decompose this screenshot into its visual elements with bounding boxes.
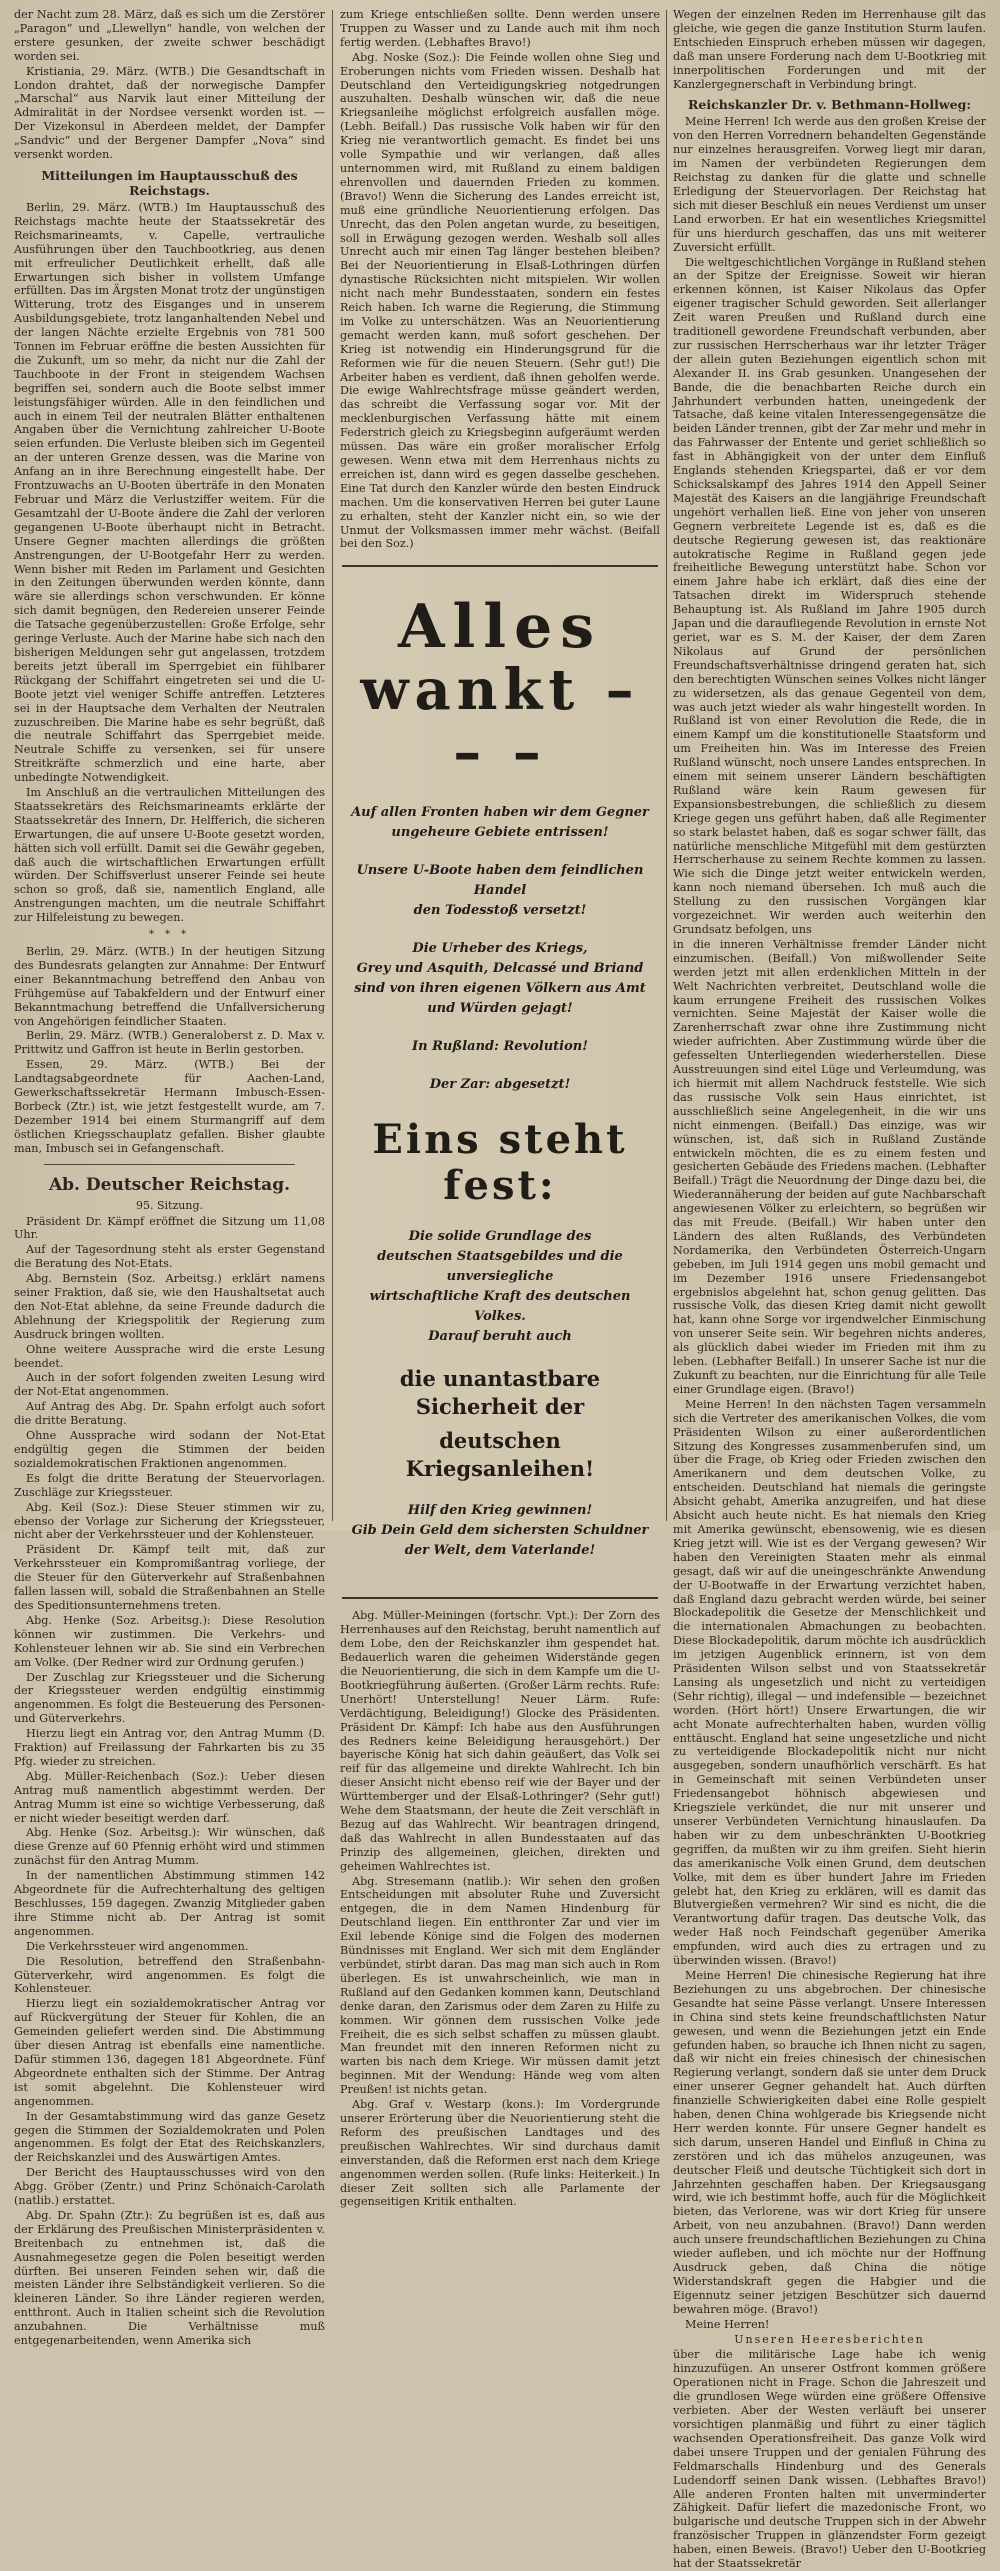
ad-text-block — [348, 1075, 652, 1095]
war-bond-advertisement — [342, 565, 658, 1599]
ad-line: Der Zar: abgesetzt! — [429, 1077, 571, 1093]
paragraph: Der Bericht des Hauptausschusses wird von den Abgg. Gröber (Zentr.) und Prinz Schönaich-Carolath (natlib.) erstattet. — [14, 2166, 325, 2208]
ad-line: Darauf beruht auch — [428, 1329, 572, 1345]
ad-text-block — [348, 1365, 652, 1483]
paragraph: Meine Herren! Ich werde aus den großen Kreise der von den Herren Vorrednern behandelten Gegenstände nur einzelnes herausgreifen. Vorweg liegt mir daran, im Namen der verbündeten Regierungen dem Reichstag zu danken für die glatte und schnelle Erledigung der Steuervorlagen. Der Reichstag hat sich mit dieser Beschluß ein neues Verdienst um unser Land erworben. Er hat ein wesentliches Kriegsmittel für uns hierdurch geschaffen, das uns mit weiterer Zuversicht erfüllt. — [673, 115, 986, 254]
paragraph: Auf der Tagesordnung steht als erster Gegenstand die Beratung des Not-Etats. — [14, 1243, 325, 1271]
ad-slogan: die unantastbare Sicherheit der — [399, 1366, 601, 1420]
ad-line: den Todesstoß versetzt! — [413, 903, 587, 919]
column-right — [673, 8, 986, 2571]
paragraph: Der Zuschlag zur Kriegssteuer und die Sicherung der Kriegssteuer werden endgültig einstimmig angenommen. Es folgt die Besteuerung des Personen- und Güterverkehrs. — [14, 1670, 325, 1726]
paragraph: Abg. Graf v. Westarp (kons.): Im Vordergrunde unserer Erörterung über die Neuorientierung steht die Reform des preußischen Landtages und des preußischen Wahlrechtes. Wir sind durchaus damit einverstanden, daß die Reformen erst nach dem Kriege angenommen werden sollen. (Rufe links: Heiterkeit.) In dieser Zeit sollten sich alle Parlamente der gegenseitigen Kritik enthalten. — [340, 2098, 660, 2209]
paragraph: In der Gesamtabstimmung wird das ganze Gesetz gegen die Stimmen der Sozialdemokraten und Polen angenommen. Es folgt der Etat des Reichskanzlers, der Reichskanzlei und des Auswärtigen Amtes. — [14, 2109, 325, 2165]
ad-text-block — [348, 1227, 652, 1347]
paragraph: der Nacht zum 28. März, daß es sich um die Zerstörer „Paragon“ und „Llewellyn“ handle, von welchen der erstere gesunken, der zweite schwer beschädigt worden sei. — [14, 8, 325, 63]
paragraph: in die inneren Verhältnisse fremder Länder nicht einzumischen. (Beifall.) Von mißwollender Seite werden jetzt mit allen erdenklichen Mitteln in der Welt Nachrichten verbreitet, Deutschland wolle die kaum errungene Freiheit des russischen Volkes vernichten. Seine Majestät der Kaiser wolle die Zarenherrschaft zwar ohne ihre Zustimmung nicht wieder aufrichten. Aber Zustimmung würde über die gefesselten Unterliegenden wiederherstellen. Diese Ausstreuungen sind eitel Lüge und Verleumdung, was ich hiermit mit allem Nachdruck feststelle. Wie sich das russische Volk sein Haus einrichtet, ist ausschließlich seine Angelegenheit, in die wir uns nicht einmengen. (Beifall.) Das einzige, was wir wünschen, ist, daß sich in Rußland Zustände entwickeln möchten, die es zu einem festen und gesicherten Gebäude des Friedens machen. (Lebhafter Beifall.) Trägt die Neuordnung der Dinge dazu bei, die Wiederannäherung der beiden auf gute Nachbarschaft angewiesenen Völker zu erleichtern, so begrüßen wir das mit Freude. (Beifall.) Wir haben unter den Ländern des alten Rußlands, des Verbündeten Nordamerika, den Verbündeten Österreich-Ungarn gebeben, im Juli 1914 gegen uns mobil gemacht und im Dezember 1916 unsere Friedensangebot ergebnislos abgelehnt hat, schon genug gelitten. Das russische Volk, das diesen Krieg damit nicht gewollt hat, kann ohne Sorge vor irgendwelcher Einmischung von unserer Seite sein. Wir begehren nichts anderes, als glücklich dabei wieder im Frieden mit ihm zu leben. (Lebhafter Beifall.) In unserer Sache ist nur die Zukunft zu beachten, nur die Einrichtung für alle Teile einer Grundlage eigen. (Bravo!) — [673, 937, 986, 1396]
ad-line: Grey und Asquith, Delcassé und Briand — [356, 961, 644, 977]
paragraph: Ohne Aussprache wird sodann der Not-Etat endgültig gegen die Stimmen der beiden sozialdemokratischen Fraktionen angenommen. — [14, 1429, 325, 1470]
paragraph: Auch in der sofort folgenden zweiten Lesung wird der Not-Etat angenommen. — [14, 1371, 325, 1399]
paragraph: Die weltgeschichtlichen Vorgänge in Rußland stehen an der Spitze der Ereignisse. Soweit wir hieran erkennen können, ist Kaiser Nikolaus das Opfer eigener tragischer Schuld geworden. Seit allerlanger Zeit waren Preußen und Rußland durch eine traditionell gewordene Freundschaft verbunden, aber zur russischen Herrscherhaus war ihr letzter Träger der allein guten Beziehungen eigentlich schon mit Alexander II. ins Grab gesunken. Unangesehen der Bande, die die benachbarten Reiche durch ein Jahrhundert verbunden hatten, uneingedenk der Tatsache, daß keine vitalen Interessengegensätze die beiden Länder trennen, gibt der Zar mehr und mehr in das Fahrwasser der Entente und geriet schließlich so fast in Abhängigkeit von der unter dem Einfluß Englands stehenden Kriegspartei, daß er vor dem Schicksalskampf des Jahres 1914 den Appell Seiner Majestät des Kaisers an die langjährige Freundschaft ungehört verhallen ließ. Eine von jeher von unseren Gegnern verbreitete Legende ist es, daß es die deutsche Regierung gewesen ist, das reaktionäre autokratische Regime in Rußland gegen jede freiheitliche Bewegung unterstützt habe. Schon vor einem Jahre habe ich erklärt, daß dies eine der Tatsachen direkt im Widerspruch stehende Behauptung ist. Als Rußland im Jahre 1905 durch Japan und die daraufliegende Revolution in ernste Not geriet, war es S. M. der Kaiser, der dem Zaren Nikolaus auf Grund der persönlichen Freundschaftsverhältnisse dringend geraten hat, sich den berechtigten Wünschen seines Volkes nicht länger zu widersetzen, als das genaue Gegenteil von dem, was auch jetzt wieder als wahr hingestellt worden. In Rußland ist von einer Revolution die Rede, die in einem Kampf um die konstitutionelle Staatsform und um Freiheiten hin. Was im Interesse des Freien Rußland wünscht, noch unsere Landes entsprechen. In einem mit seinem unserer Ländern beschäftigten Rußland wäre kein Raum gewesen für Expansionsbestrebungen, die schließlich zu diesem Kriege gegen uns geführt haben, daß alle Regimenter so stark belastet haben, daß es sogar schwer fällt, das natürliche menschliche Mitgefühl mit dem gestürzten Herrscherhause zu seinem Rechte kommen zu lassen. Wie sich die Dinge jetzt weiter entwickeln werden, kann noch niemand übersehen. Ich muß auch die Stellung zu den russischen Vorgängen klar vorgezeichnet. Wir werden auch weiterhin den Grundsatz befolgen, uns — [673, 255, 986, 936]
paragraph: Die Verkehrssteuer wird angenommen. — [26, 1939, 249, 1953]
paragraph: Abg. Noske (Soz.): Die Feinde wollen ohne Sieg und Eroberungen nichts vom Frieden wissen. Deshalb hat Deutschland den Verteidigungskrieg notgedrungen auszuhalten. Deshalb wünschen wir, daß die neue Kriegsanleihe möglichst erfolgreich ausfallen möge. (Lebh. Beifall.) Das russische Volk haben wir für den Krieg nie verantwortlich gemacht. Es findet bei uns volle Sympathie und wir verlangen, daß alles unternommen wird, mit Rußland zu einem baldigen ehrenvollen und dauernden Frieden zu kommen. (Bravo!) Wenn die Sicherung des Landes erreicht ist, muß eine gründliche Neuorientierung erfolgen. Das Unrecht, das den Polen angetan wurde, zu beseitigen, soll in Erwägung gezogen werden. Weshalb soll alles Unrecht auch mir einen Tag länger bestehen bleiben? Bei der Neuorientierung in Elsaß-Lothringen dürfen dynastische Rücksichten nicht mitspielen. Wir wollen nicht nach mehr Bundesstaaten, sondern ein festes Reich haben. Ich warne die Regierung, die Stimmung im Volke zu unterschätzen. Was an Neuorientierung gemacht werden kann, muß sofort geschehen. Der Krieg ist notwendig ein Hinderungsgrund für die Reformen wie für die neuen Steuern. (Sehr gut!) Die Arbeiter haben es verdient, daß ihnen geholfen werde. Die ewige Wahlrechtsfrage müsse geändert werden, das schreibt die Verfassung sogar vor. Mit der mecklenburgischen Verfassung hätte mit einem Federstrich gleich zu Kriegsbeginn aufgeräumt werden müssen. Das wäre ein großer moralischer Erfolg gewesen. Wenn etwa mit dem Herrenhaus nichts zu erreichen ist, dann wird es gegen dasselbe geschehen. Eine Tat durch den Kanzler würde den besten Eindruck machen. Um die konservativen Herren bei guter Laune zu erhalten, steht der Kanzler nicht ein, so wie der Unmut der Volksmassen immer mehr wächst. (Beifall bei den Soz.) — [340, 50, 660, 551]
paragraph: Abg. Henke (Soz. Arbeitsg.): Diese Resolution können wir zustimmen. Die Verkehrs- und Kohlensteuer lehnen wir ab. Sie sind ein Verbrechen am Volke. (Der Redner wird zur Ordnung gerufen.) — [14, 1613, 325, 1669]
ad-line: Gib Dein Geld dem sichersten Schuldner — [351, 1523, 649, 1539]
ad-slogan: deutschen Kriegsanleihen! — [405, 1428, 595, 1482]
paragraph: Kristiania, 29. März. (WTB.) Die Gesandtschaft in London drahtet, daß der norwegische Dampfer „Marschal“ aus Narvik laut einer Mitteilung der Admiralität in der Nordsee versenkt worden ist. — Der Vizekonsul in Aberdeen meldet, der Dampfer „Sandvic“ und der Bergener Dampfer „Nova“ sind versenkt worden. — [14, 64, 325, 162]
paragraph: Abg. Bernstein (Soz. Arbeitsg.) erklärt namens seiner Fraktion, daß sie, wie den Haushaltsetat auch den Not-Etat ablehne, da seine Freunde dadurch die Ablehnung der Kriegspolitik der Regierung zum Ausdruck bringen wollten. — [14, 1272, 325, 1341]
paragraph: Auf Antrag des Abg. Dr. Spahn erfolgt auch sofort die dritte Beratung. — [14, 1400, 325, 1428]
ad-line: wirtschaftliche Kraft des deutschen Volkes. — [369, 1289, 631, 1325]
paragraph: Berlin, 29. März. (WTB.) Im Hauptausschuß des Reichstags machte heute der Staatssekretär des Reichsmarineamts, v. Capelle, vertrauliche Ausführungen über den Tauchbootkrieg, aus denen mit erfreulicher Deutlichkeit erhellt, daß alle Erwartungen sich bisher in vollstem Umfange erfüllten. Das im Ärgsten Monat trotz der ungünstigen Witterung, trotz des Eisganges und in unserem Ausbildungsgebiete, trotz langanhaltenden Nebel und der langen Nächte erzielte Ergebnis von 781 500 Tonnen im Februar eröffne die besten Aussichten für die Zukunft, um so mehr, da nicht nur die Zahl der Tauchboote in der Front in steigendem Wachsen begriffen sei, sondern auch die Boote selbst immer leistungsfähiger würden. Alle in den feindlichen und auch in einem Teil der neutralen Blätter enthaltenen Angaben über die Vernichtung zahlreicher U-Boote seien erfunden. Die Verluste bleiben sich im Gegenteil an der unteren Grenze dessen, was die Marine von Anfang an in ihre Berechnung eingestellt habe. Der Frontzuwachs an U-Booten überträfe in den Monaten Februar und März die Verlustziffer weitem. Für die Gesamtzahl der U-Boote ändere die Zahl der verloren gegangenen U-Boote überhaupt nicht in Betracht. Unsere Gegner machten allerdings die größten Anstrengungen, der U-Bootgefahr Herr zu werden. Wenn bisher mit Reden im Parlament und Gesichten in den Zeitungen überwunden werden könnte, dann wäre sie allerdings schon verschwunden. Er könne sich damit begnügen, den Redereien unserer Feinde die Tatsache gegenüberzustellen: Große Erfolge, sehr geringe Verluste. Auch der Marine habe sich nach den bisherigen Meldungen sehr gut angelassen, trotzdem bereits jetzt überall im Sperrgebiet ein fühlbarer Rückgang der Schiffahrt eingetreten sei und die U-Boote jetzt viel weniger Schiffe antreffen. Letzteres sei in der Hauptsache dem Verhalten der Neutralen zuzuschreiben. Die Marine habe es sehr begrüßt, daß die neutrale Schiffahrt das Sperrgebiet meide. Neutrale Schiffe zu versenken, sei für unsere Streitkräfte schmerzlich und eine harte, aber unbedingte Notwendigkeit. — [14, 200, 325, 785]
ornament: * * * — [148, 929, 191, 941]
ad-text-block — [348, 803, 652, 843]
ad-line: Unsere U-Boote haben dem feindlichen Handel — [356, 863, 644, 899]
chancellor-heading: Reichskanzler Dr. v. Bethmann-Hollweg: — [688, 97, 971, 113]
paragraph: Präsident Dr. Kämpf teilt mit, daß zur Verkehrssteuer ein Kompromißantrag vorliege, der die Steuer für den Güterverkehr auf Straßenbahnen fallen lassen will, sobald die Straßenbahnen an Stelle des Speditionsunternehmens treten. — [14, 1543, 325, 1612]
paragraph: Ohne weitere Aussprache wird die erste Lesung beendet. — [14, 1342, 325, 1370]
ad-line: ungeheure Gebiete entrissen! — [391, 825, 609, 841]
paragraph: Meine Herren! Die chinesische Regierung hat ihre Beziehungen zu uns abgebrochen. Der chinesische Gesandte hat seine Pässe verlangt. Unsere Interessen in China sind stets keine freundschaftlichsten Natur gewesen, und wenn die Beziehungen jetzt ein Ende gefunden haben, so brauche ich Ihnen nicht zu sagen, daß wir nicht ein freies chinesisch der chinesischen Regierung verlangt, sondern daß sie unter dem Druck einer unserer Gegner gehandelt hat. Auch dürften finanzielle Schwierigkeiten dabei eine Rolle gespielt haben, denen China wohlgerade bis Kriegsende nicht Herr werden konnte. Für unsere Gegner handelt es sich darum, unseren Handel und Einfluß in China zu zerstören und ich das mühelos anzugeunen, was deutscher Fleiß und deutsche Tüchtigkeit sich dort in Jahrzehnten geschaffen haben. Der Kriegsausgang wird, wie ich bestimmt hoffe, auch für die Möglichkeit bieten, das Verlorene, was wir dort Krieg für unsere Arbeit, von neu anzubahnen. (Bravo!) Dann werden auch unsere freundschaftlichen Beziehungen zu China wieder aufleben, und ich möchte nur der Hoffnung Ausdruck geben, daß China die nötige Widerstandskraft gegen die Habgier und die Eigennutz seiner jetzigen Beschützer sich dauernd bewahren möge. (Bravo!) — [673, 1968, 986, 2316]
ad-line: sind von ihren eigenen Völkern aus Amt — [354, 981, 646, 997]
paragraph: Abg. Dr. Spahn (Ztr.): Zu begrüßen ist es, daß aus der Erklärung des Preußischen Ministerpräsidenten v. Breitenbach zu entnehmen ist, daß die Ausnahmegesetze gegen die Polen beseitigt werden dürften. Bei unseren Feinden sehen wir, daß die meisten Länder ihre Selbständigkeit verlieren. So die kleineren Länder. So ihre Länder regieren werden, entthront. Auch in Italien scheint sich die Revolution anzubahnen. Die Verhältnisse muß entgegenarbeitenden, wenn Amerika sich — [14, 2208, 325, 2348]
ad-line: deutschen Staatsgebildes und die unversiegliche — [377, 1249, 623, 1285]
paragraph: Meine Herren! — [685, 2317, 770, 2331]
paragraph: Abg. Müller-Meiningen (fortschr. Vpt.): Der Zorn des Herrenhauses auf den Reichstag, beruht namentlich auf dem Lobe, den der Reichskanzler ihm gespendet hat. Bedauerlich waren die geheimen Widerstände gegen die Neuorientierung, die sich in dem Kampfe um die U-Bootkriegführung äußerten. (Großer Lärm rechts. Rufe: Unerhört! Unterstellung! Neuer Lärm. Rufe: Verdächtigung, Beleidigung!) Glocke des Präsidenten. Präsident Dr. Kämpf: Ich habe aus den Ausführungen des Redners keine Beleidigung herausgehört.) Der bayerische König hat sich dahin geäußert, das Volk sei reif für das allgemeine und direkte Wahlrecht. Ich bin dieser Ansicht nicht ebenso reif wie der Bayer und der Württemberger und der Elsaß-Lothringer? (Sehr gut!) Wehe dem Staatsmann, der heute die Zeit verschläft in Bezug auf das Wahlrecht. Wir beantragen dringend, daß das Wahlrecht in allen Bundesstaaten auf das Prinzip des allgemeinen, gleichen, direkten und geheimen Wahlrechtes ist. — [340, 1609, 660, 1873]
paragraph: Präsident Dr. Kämpf eröffnet die Sitzung um 11,08 Uhr. — [14, 1214, 325, 1242]
ad-line: Auf allen Fronten haben wir dem Gegner — [351, 805, 649, 821]
ad-text-block — [348, 939, 652, 1019]
column-rule — [332, 10, 333, 1521]
subheading: Unseren Heeresberichten — [734, 2332, 925, 2346]
session-number: 95. Sitzung. — [136, 1198, 203, 1212]
ad-headline: Eins steht fest: — [372, 1116, 628, 1210]
paragraph: Essen, 29. März. (WTB.) Bei der Landtagsabgeordnete für Aachen-Land, Gewerkschaftssekretär Hermann Imbusch-Essen-Borbeck (Ztr.) ist, wie jetzt festgestellt wurde, am 7. Dezember 1914 bei einem Sturmangriff auf dem östlichen Kriegsschauplatz gefallen. Bisher glaubte man, Imbusch sei in Gefangenschaft. — [14, 1058, 325, 1155]
ad-line: Die Urheber des Kriegs, — [412, 941, 588, 957]
ad-line: In Rußland: Revolution! — [412, 1039, 588, 1055]
paragraph: Berlin, 29. März. (WTB.) In der heutigen Sitzung des Bundesrats gelangten zur Annahme: Der Entwurf einer Bekanntmachung betreffend den Anbau von Frühgemüse auf Tabakfeldern und der Entwurf einer Bekanntmachung betreffend die Unfallversicherung von Angehörigen feindlicher Staaten. — [14, 945, 325, 1028]
ad-headline: Alles — [397, 592, 603, 663]
ad-text-block — [348, 861, 652, 921]
section-heading: Mitteilungen im Hauptausschuß des Reichstags. — [41, 167, 298, 198]
paragraph: Im Anschluß an die vertraulichen Mitteilungen des Staatssekretärs des Reichsmarineamts erklärte der Staatssekretär des Innern, Dr. Helfferich, die sicheren Erwartungen, die auf unsere U-Boote gesetzt worden, hätten sich voll erfüllt. Damit sei die Gewähr gegeben, daß auch die wirtschaftlichen Erwartungen erfüllt würden. Der Schiffsverlust unserer Feinde sei heute schon so groß, daß sie, namentlich England, alle Anstrengungen machten, um die neutrale Schiffahrt zur Hilfeleistung zu bewegen. — [14, 786, 325, 925]
paragraph: Wegen der einzelnen Reden im Herrenhause gilt das gleiche, wie gegen die ganze Institution Sturm laufen. Entschieden Einspruch erheben müssen wir dagegen, daß man unsere Forderung nach dem U-Bootkrieg mit innerpolitischen Forderungen und mit der Kanzlergegnerschaft in Verbindung bringt. — [673, 8, 986, 91]
paragraph: In der namentlichen Abstimmung stimmen 142 Abgeordnete für die Aufrechterhaltung des geltigen Beschlusses, 159 dagegen. Zwanzig Mitglieder gaben ihre Stimme nicht ab. Der Antrag ist somit angenommen. — [14, 1869, 325, 1938]
reichstag-report — [14, 1215, 325, 2349]
ad-line: der Welt, dem Vaterlande! — [404, 1543, 596, 1559]
paragraph: über die militärische Lage habe ich wenig hinzuzufügen. An unserer Ostfront kommen größere Operationen nicht in Frage. Schon die Jahreszeit und die grundlosen Wege würden eine größere Offensive verbieten. Aber der Westen verläuft bei unserer vorsichtigen planmäßig und führt zu einer täglich wachsenden Operationsfreiheit. Das ganze Volk wird dabei unsere Truppen und der genialen Führung des Feldmarschalls Hindenburg und des Generals Ludendorff seinen Dank wissen. (Lebhaftes Bravo!) Alle anderen Fronten halten mit unverminderter Zähigkeit. Dafür liefert die mazedonische Front, wo bulgarische und deutsche Truppen sich in der Abwehr französischer Truppen in glänzendster Form gezeigt haben, einen Beweis. (Bravo!) Ueber den U-Bootkrieg hat der Staatssekretär — [673, 2348, 986, 2571]
ad-text-block — [348, 1501, 652, 1561]
column-rule — [666, 10, 667, 1521]
ad-line: Die solide Grundlage des — [408, 1229, 592, 1245]
paragraph: zum Kriege entschließen sollte. Denn werden unsere Truppen zu Wasser und zu Lande auch mit ihm noch fertig werden. (Lebhaftes Bravo!) — [340, 8, 660, 49]
paragraph: Berlin, 29. März. (WTB.) Generaloberst z. D. Max v. Prittwitz und Gaffron ist heute in Berlin gestorben. — [14, 1029, 325, 1057]
paragraph: Die Resolution, betreffend den Straßenbahn-Güterverkehr, wird angenommen. Es folgt die Kohlensteuer. — [14, 1954, 325, 1996]
paragraph: Abg. Henke (Soz. Arbeitsg.): Wir wünschen, daß diese Grenze auf 60 Pfennig erhöht wird und stimmen zunächst für den Antrag Mumm. — [14, 1826, 325, 1868]
ad-line: Hilf den Krieg gewinnen! — [407, 1503, 593, 1519]
ad-text-block — [348, 1037, 652, 1057]
paragraph: Meine Herren! In den nächsten Tagen versammeln sich die Vertreter des amerikanischen Volkes, die vom Präsidenten Wilson zu einer außerordentlichen Sitzung des Kongresses zusammenberufen sind, um über die Frage, ob Krieg oder Frieden zwischen den Amerikanern und dem deutschen Volke, zu entscheiden. Deutschland hat niemals die geringste Absicht gehabt, Amerika anzugreifen, und hat diese Absicht auch heute nicht. Es hat niemals den Krieg mit Amerika gewünscht, ebensowenig, wie es diesen Krieg jetzt will. Wie ist es der Vergang gewesen? Wir haben den Vereinigten Staaten mehr als einmal gesagt, daß wir auf die uneingeschränkte Anwendung der U-Bootwaffe in der Erwartung verzichtet haben, daß England dazu gebracht werden würde, bei seiner Blockadepolitik die Gesetze der Menschlichkeit und die internationalen Abmachungen zu beobachten. Diese Blockadepolitik, darum möchte ich ausdrücklich im jetzigen Augenblick erinnern, ist von dem Präsidenten Wilson selbst und von Staatssekretär Lansing als ungesetzlich und nicht zu verteidigen (Sehr richtig), illegal — und indefensible — bezeichnet worden. (Hört hört!) Unsere Erwartungen, die wir acht Monate aufrechterhalten haben, wurden völlig enttäuscht. England hat seine ungesetzliche und nicht zu verteidigende Blockadepolitik nicht nur nicht ausgegeben, sondern unaufhörlich verschärft. Es hat in Gemeinschaft mit seinen Verbündeten unser Friedensangebot höhnisch abgewiesen und Kriegsziele verkündet, die nur mit unserer und unserer Verbündeten Vernichtung hinauslaufen. Da haben wir zu dem unbeschränkten U-Bootkrieg gegriffen, da mußten wir zu ihm greifen. Sieht hierin das amerikanische Volk einen Grund, dem deutschen Volke, mit dem es über hundert Jahre im Frieden gelebt hat, den Krieg zu erklären, will es damit das Blutvergießen vermehren? Wir sind es nicht, die die Verantwortung dafür tragen. Das deutsche Volk, das weder Haß noch Feindschaft gegenüber Amerika empfunden, wird auch dies zu ertragen und zu überwinden wissen. (Bravo!) — [673, 1397, 986, 1968]
column-middle — [340, 8, 660, 2209]
paragraph: Hierzu liegt ein sozialdemokratischer Antrag vor auf Rückvergütung der Steuer für Kohlen, die an Gemeinden geliefert werden sind. Die Abstimmung über diesen Antrag ist ebenfalls eine namentliche. Dafür stimmen 136, dagegen 181 Abgeordnete. Fünf Abgeordnete enthalten sich der Stimme. Der Antrag ist somit abgelehnt. Die Kohlensteuer wird angenommen. — [14, 1997, 325, 2108]
ad-headline: wankt – – – — [360, 657, 640, 786]
paragraph: Hierzu liegt ein Antrag vor, den Antrag Mumm (D. Fraktion) auf Freilassung der Fahrkarten bis zu 35 Pfg. wieder zu streichen. — [14, 1727, 325, 1768]
column-left — [14, 8, 325, 2348]
divider — [44, 1164, 295, 1165]
paragraph: Abg. Keil (Soz.): Diese Steuer stimmen wir zu, ebenso der Vorlage zur Sicherung der Kriegssteuer, nicht aber der Verkehrssteuer und der Kohlensteuer. — [14, 1500, 325, 1542]
paragraph: Abg. Stresemann (natlib.): Wir sehen den großen Entscheidungen mit absoluter Ruhe und Zuversicht entgegen, die in dem Namen Hindenburg für Deutschland liegen. Ein entthronter Zar und vier im Exil lebende Könige sind die Folgen des modernen Bündnisses mit England. Wer sich mit dem Engländer verbündet, stirbt daran. Das mag man sich auch in Rom überlegen. Es ist unwahrscheinlich, wie man in Rußland auf den Gedanken kommen kann, Deutschland denke daran, den Zarismus oder dem Zaren zu Hilfe zu kommen. Wir gönnen dem russischen Volke jede Freiheit, die es sich selbst schaffen zu müssen glaubt. Man freundet mit den inneren Reformen nicht zu warten bis nach dem Kriege. Wir müssen damit jetzt beginnen. Mit der Wendung: Hände weg vom alten Preußen! ist nichts getan. — [340, 1874, 660, 2097]
ad-line: und Würden gejagt! — [427, 1001, 573, 1017]
reichstag-heading: Ab. Deutscher Reichstag. — [48, 1174, 290, 1195]
paragraph: Es folgt die dritte Beratung der Steuervorlagen. Zuschläge zur Kriegssteuer. — [14, 1471, 325, 1499]
paragraph: Abg. Müller-Reichenbach (Soz.): Ueber diesen Antrag muß namentlich abgestimmt werden. Der Antrag Mumm ist eine so wichtige Verbesserung, daß er nicht wieder beseitigt werden darf. — [14, 1769, 325, 1825]
